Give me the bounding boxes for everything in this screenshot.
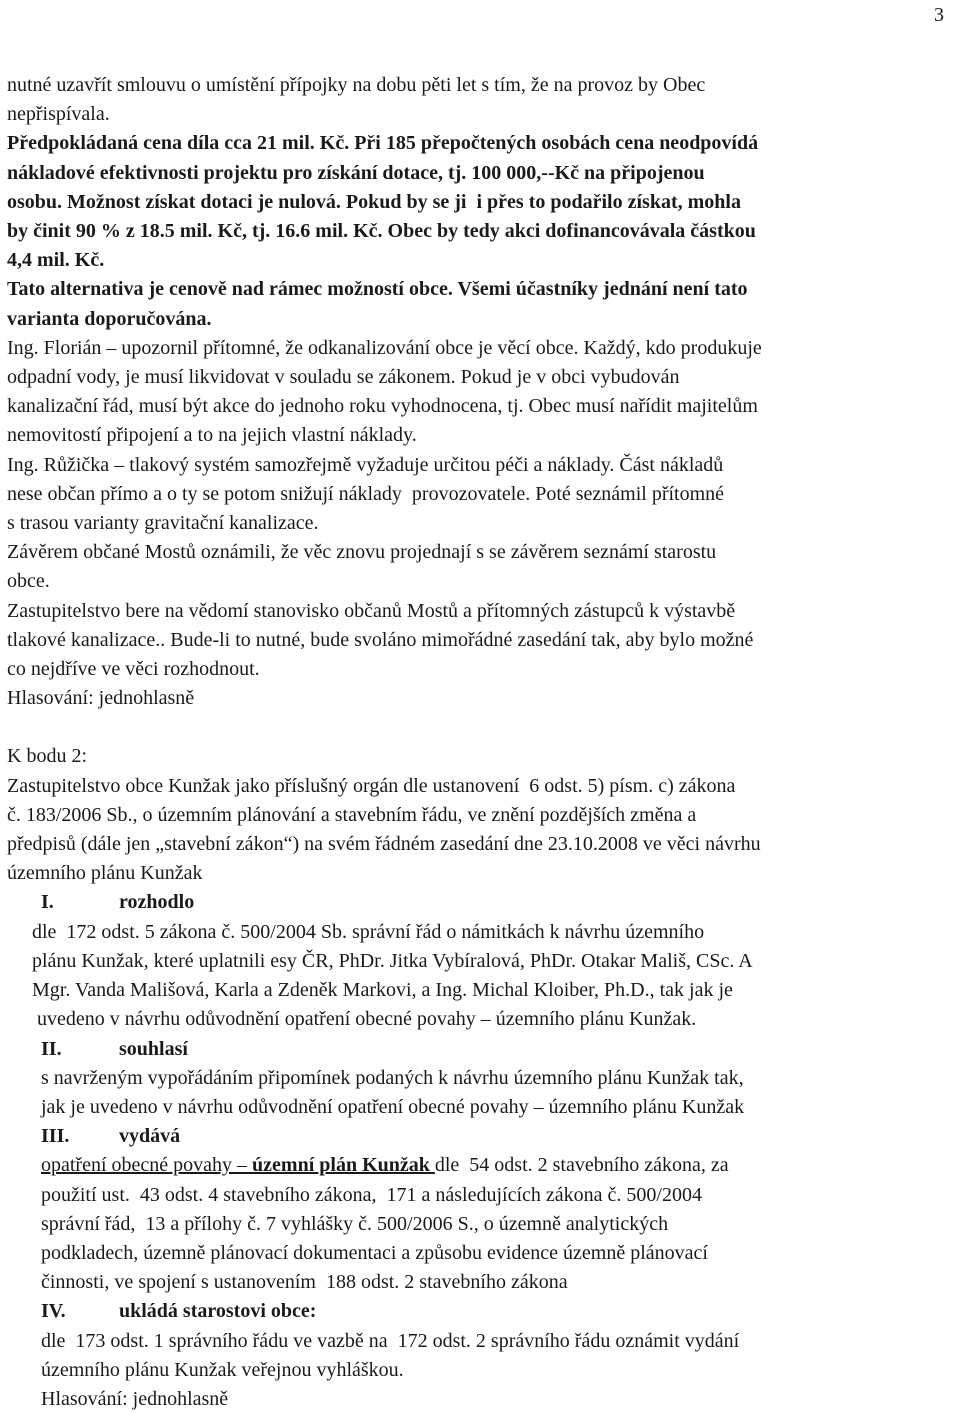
section-heading bbox=[7, 1122, 957, 1151]
section-title: rozhodlo bbox=[119, 891, 195, 914]
paragraph-cost-estimate bbox=[7, 129, 957, 333]
paragraph-discussion bbox=[7, 334, 957, 714]
section-vydava bbox=[7, 1122, 957, 1297]
text-line: obce. bbox=[7, 570, 50, 593]
text-line: Zastupitelstvo bere na vědomí stanovisko občanů Mostů a přítomných zástupců k výstavbě bbox=[7, 599, 736, 622]
section-heading bbox=[7, 888, 957, 917]
text-line: územního plánu Kunžak veřejnou vyhláškou. bbox=[41, 1358, 404, 1381]
text-line: dle 172 odst. 5 zákona č. 500/2004 Sb. správní řád o námitkách k návrhu územního bbox=[32, 920, 705, 943]
text-line: varianta doporučována. bbox=[7, 307, 212, 330]
document-body bbox=[7, 71, 957, 1414]
paragraph-item-2-intro bbox=[7, 742, 957, 888]
text-line: tlakové kanalizace.. Bude-li to nutné, bude svoláno mimořádné zasedání tak, aby bylo možné bbox=[7, 628, 754, 651]
text-line: osobu. Možnost získat dotaci je nulová. Pokud by se ji i přes to podařilo získat, mohla bbox=[7, 190, 741, 213]
text-line: Závěrem občané Mostů oznámili, že věc znovu projednají s se závěrem seznámí starostu bbox=[7, 541, 717, 564]
text-line: Předpokládaná cena díla cca 21 mil. Kč. Při 185 přepočtených osobách cena neodpovídá bbox=[7, 132, 759, 155]
text-line: kanalizační řád, musí být akce do jednoho roku vyhodnocena, tj. Obec musí nařídit majitelům bbox=[7, 395, 758, 418]
section-number: IV. bbox=[41, 1300, 66, 1323]
text-line: odpadní vody, je musí likvidovat v souladu se zákonem. Pokud je v obci vybudován bbox=[7, 366, 680, 389]
voting-result: Hlasování: jednohlasně bbox=[7, 687, 195, 710]
section-number: III. bbox=[41, 1125, 70, 1148]
section-title: ukládá starostovi obce: bbox=[119, 1300, 317, 1323]
underlined-text: opatření obecné povahy – bbox=[41, 1154, 253, 1177]
text-line: s trasou varianty gravitační kanalizace. bbox=[7, 512, 319, 535]
text-line: územního plánu Kunžak bbox=[7, 862, 203, 885]
section-number: II. bbox=[41, 1037, 62, 1060]
paragraph-connection-contract bbox=[7, 71, 957, 129]
blank-line bbox=[7, 713, 957, 742]
section-number: I. bbox=[41, 891, 54, 914]
voting-result: Hlasování: jednohlasně bbox=[41, 1387, 229, 1410]
section-title: vydává bbox=[119, 1125, 181, 1148]
section-heading bbox=[7, 1297, 957, 1326]
text-line: č. 183/2006 Sb., o územním plánování a stavebním řádu, ve znění pozdějších změna a bbox=[7, 803, 697, 826]
text-line: použití ust. 43 odst. 4 stavebního zákona, 171 a následujících zákona č. 500/2004 bbox=[41, 1183, 702, 1206]
text-line: jak je uvedeno v návrhu odůvodnění opatření obecné povahy – územního plánu Kunžak bbox=[41, 1095, 745, 1118]
section-souhlasi bbox=[7, 1035, 957, 1123]
plan-name: územní plán Kunžak bbox=[252, 1154, 435, 1177]
text-line: Tato alternativa je cenově nad rámec možností obce. Všemi účastníky jednání není tato bbox=[7, 278, 748, 301]
section-rozhodlo bbox=[7, 888, 957, 1034]
text-line: podkladech, územně plánovací dokumentaci a způsobu evidence územně plánovací bbox=[41, 1241, 708, 1264]
text-line: činnosti, ve spojení s ustanovením 188 odst. 2 stavebního zákona bbox=[41, 1271, 568, 1294]
text-line: co nejdříve ve věci rozhodnout. bbox=[7, 658, 260, 681]
text-line: předpisů (dále jen „stavební zákon“) na svém řádném zasedání dne 23.10.2008 ve věci návrhu bbox=[7, 833, 761, 856]
section-heading bbox=[7, 1035, 957, 1064]
text-line: správní řád, 13 a přílohy č. 7 vyhlášky č. 500/2006 S., o územně analytických bbox=[41, 1212, 669, 1235]
page-number: 3 bbox=[934, 4, 944, 26]
text-line: Zastupitelstvo obce Kunžak jako příslušný orgán dle ustanovení 6 odst. 5) písm. c) zákona bbox=[7, 774, 736, 797]
text-line: 4,4 mil. Kč. bbox=[7, 249, 105, 272]
text-line: uvedeno v návrhu odůvodnění opatření obecné povahy – územního plánu Kunžak. bbox=[32, 1008, 697, 1031]
text-line: Ing. Florián – upozornil přítomné, že odkanalizování obce je věcí obce. Každý, kdo produkuje bbox=[7, 336, 762, 359]
text-line: s navrženým vypořádáním připomínek podaných k návrhu územního plánu Kunžak tak, bbox=[41, 1066, 744, 1089]
text-line: plánu Kunžak, které uplatnili esy ČR, PhDr. Jitka Vybíralová, PhDr. Otakar Mališ, CSc. A bbox=[32, 949, 753, 972]
text-line: by činit 90 % z 18.5 mil. Kč, tj. 16.6 mil. Kč. Obec by tedy akci dofinancovávala částkou bbox=[7, 220, 756, 243]
text-segment: dle 54 odst. 2 stavebního zákona, za bbox=[434, 1154, 729, 1177]
text-line: nutné uzavřít smlouvu o umístění přípojky na dobu pěti let s tím, že na provoz by Obec bbox=[7, 74, 706, 96]
text-line: dle 173 odst. 1 správního řádu ve vazbě na 172 odst. 2 správního řádu oznámit vydání bbox=[41, 1329, 740, 1352]
text-line: nese občan přímo a o ty se potom snižují náklady provozovatele. Poté seznámil přítomné bbox=[7, 482, 725, 505]
text-line: Ing. Růžička – tlakový systém samozřejmě vyžaduje určitou péči a náklady. Část nákladů bbox=[7, 453, 724, 476]
section-title: souhlasí bbox=[119, 1037, 188, 1060]
section-uklada bbox=[7, 1297, 957, 1414]
text-line: nemovitostí připojení a to na jejich vlastní náklady. bbox=[7, 424, 417, 447]
text-line bbox=[7, 1151, 957, 1180]
text-line: nákladové efektivnosti projektu pro získání dotace, tj. 100 000,--Kč na připojenou bbox=[7, 161, 705, 184]
item-heading: K bodu 2: bbox=[7, 745, 87, 768]
text-line: Mgr. Vanda Mališová, Karla a Zdeněk Markovi, a Ing. Michal Kloiber, Ph.D., tak jak je bbox=[32, 979, 733, 1002]
text-line: nepřispívala. bbox=[7, 103, 110, 126]
